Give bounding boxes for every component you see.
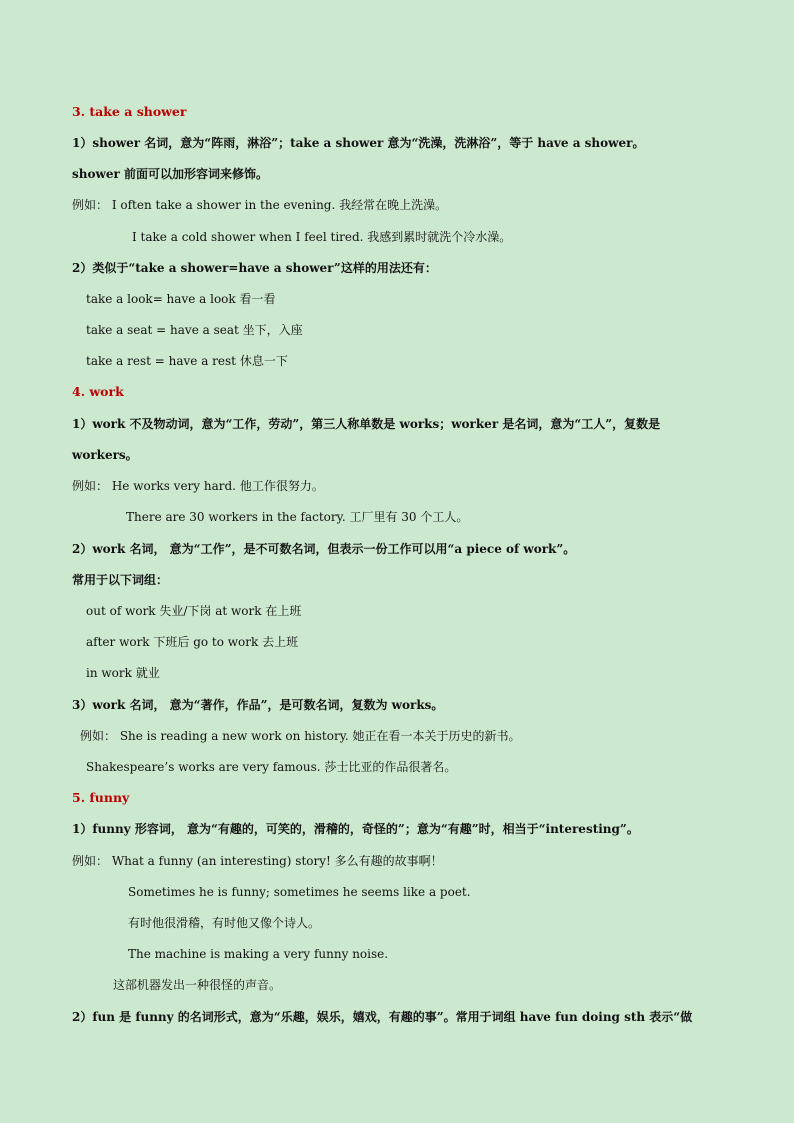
phrase-line: after work 下班后 go to work 去上班 (86, 635, 299, 649)
example-line: 例如： What a funny (an interesting) story! 多么有趣的故事啊！ (72, 854, 443, 868)
example-line: Sometimes he is funny; sometimes he seems like a poet. (128, 885, 471, 899)
example-line: 例如： He works very hard. 他工作很努力。 (72, 479, 324, 493)
example-line: 这部机器发出一种很怪的声音。 (113, 978, 282, 992)
example-line: Shakespeare’s works are very famous. 莎士比亚的作品很著名。 (86, 760, 457, 774)
text-line: 1）funny 形容词， 意为“有趣的，可笑的，滑稽的，奇怪的”；意为“有趣”时，相当于“interesting”。 (72, 822, 639, 836)
text-line: workers。 (72, 448, 138, 462)
text-line: shower 前面可以加形容词来修饰。 (72, 167, 268, 181)
text-line: 2）work 名词， 意为“工作”，是不可数名词，但表示一份工作可以用“a piece of work”。 (72, 542, 576, 556)
example-line: 例如： She is reading a new work on history. 她正在看一本关于历史的新书。 (80, 729, 521, 743)
text-line: 2）类似于“take a shower=have a shower”这样的用法还有： (72, 261, 437, 275)
phrase-line: take a look= have a look 看一看 (86, 292, 276, 306)
section-heading-work: 4. work (72, 384, 124, 399)
section-heading-take-a-shower: 3. take a shower (72, 104, 187, 119)
example-line: I take a cold shower when I feel tired. 我感到累时就洗个冷水澡。 (132, 230, 512, 244)
phrase-line: in work 就业 (86, 666, 160, 680)
phrase-line: take a seat = have a seat 坐下，入座 (86, 323, 303, 337)
example-line: The machine is making a very funny noise. (128, 947, 389, 961)
text-line: 3）work 名词， 意为“著作，作品”，是可数名词，复数为 works。 (72, 698, 444, 712)
example-line: 例如： I often take a shower in the evening. 我经常在晚上洗澡。 (72, 198, 448, 212)
text-line: 1）shower 名词，意为“阵雨，淋浴”；take a shower 意为“洗澡，洗淋浴”，等于 have a shower。 (72, 136, 645, 150)
phrase-line: take a rest = have a rest 休息一下 (86, 354, 288, 368)
text-line: 2）fun 是 funny 的名词形式，意为“乐趣，娱乐，嬉戏，有趣的事”。常用于词组 have fun doing sth 表示“做 (72, 1010, 693, 1024)
text-line: 常用于以下词组： (72, 573, 169, 587)
text-line: 1）work 不及物动词，意为“工作，劳动”，第三人称单数是 works；worker 是名词，意为“工人”，复数是 (72, 417, 661, 431)
phrase-line: out of work 失业/下岗 at work 在上班 (86, 604, 302, 618)
example-line: There are 30 workers in the factory. 工厂里有 30 个工人。 (126, 510, 469, 524)
example-line: 有时他很滑稽，有时他又像个诗人。 (128, 916, 321, 930)
section-heading-funny: 5. funny (72, 790, 130, 805)
